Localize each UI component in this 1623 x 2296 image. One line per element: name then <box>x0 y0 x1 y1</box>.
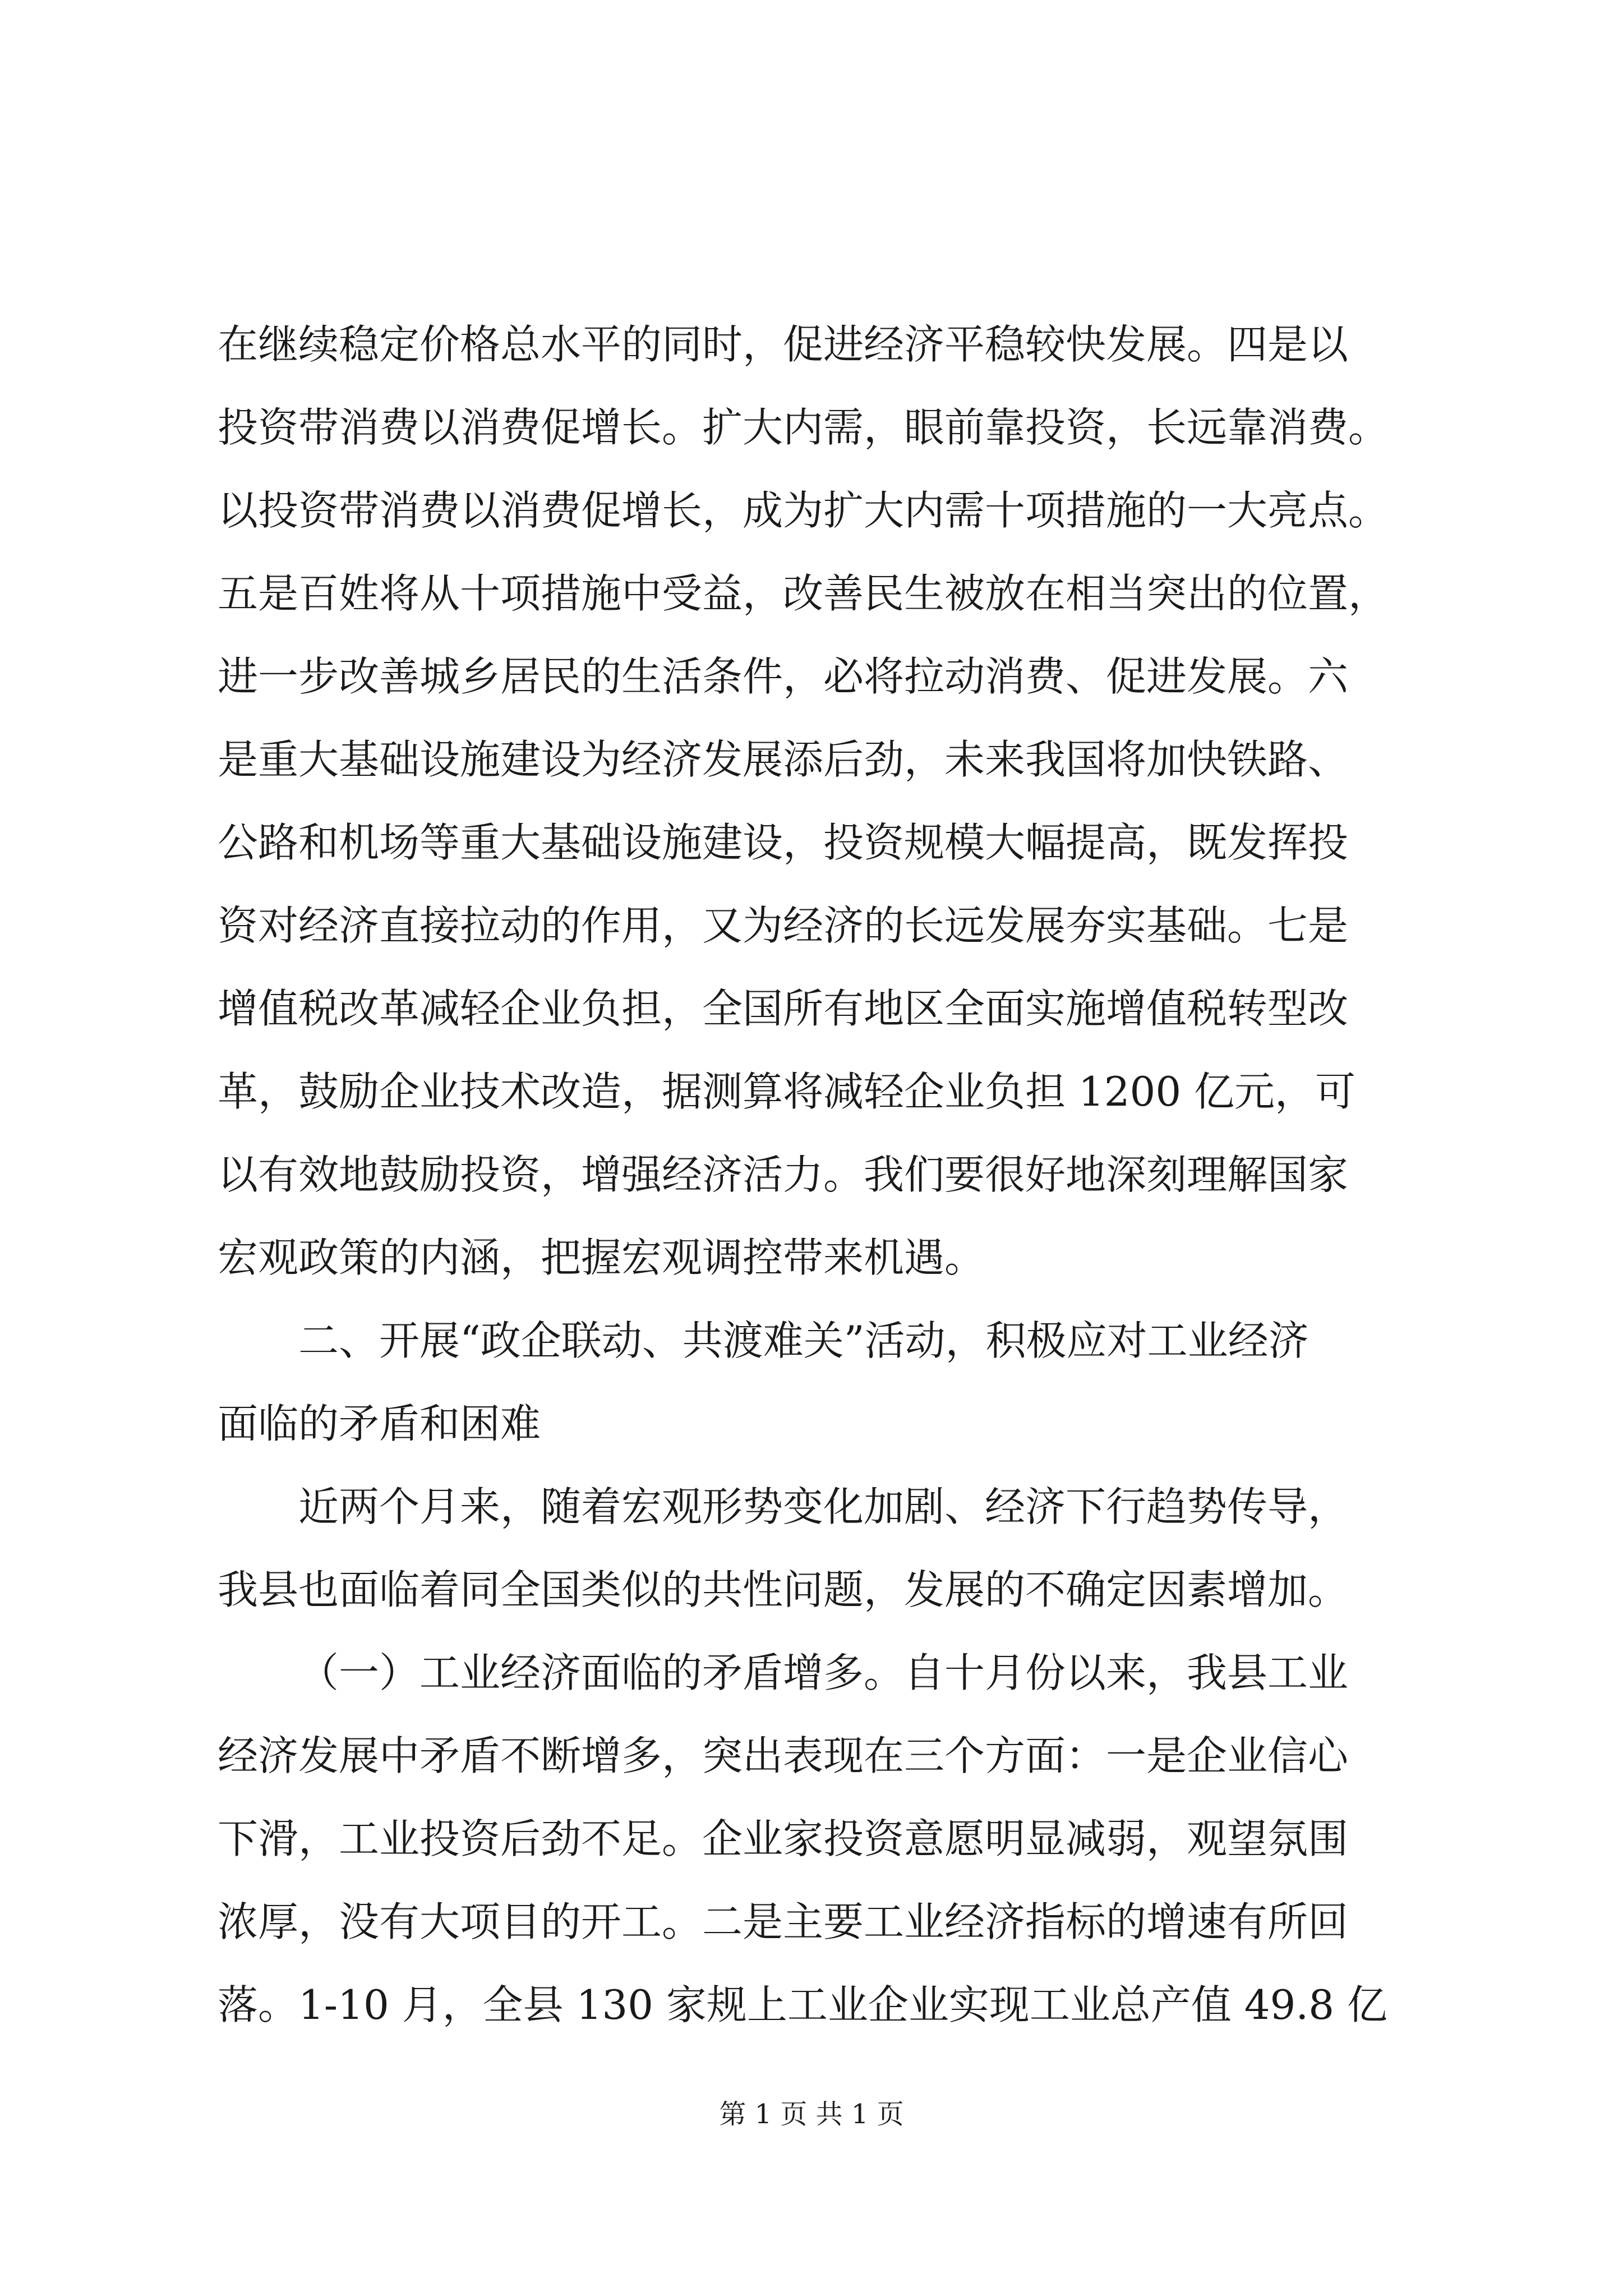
text-line: 落。1-10 月，全县 130 家规上工业企业实现工业总产值 49.8 亿 <box>218 1981 1387 2028</box>
paragraph-start-line: （一）工业经济面临的矛盾增多。自十月份以来，我县工业 <box>298 1649 1349 1696</box>
text-line: 增值税改革减轻企业负担，全国所有地区全面实施增值税转型改 <box>218 985 1349 1032</box>
text-line: 下滑，工业投资后劲不足。企业家投资意愿明显减弱，观望氛围 <box>218 1815 1349 1862</box>
text-line: 宏观政策的内涵，把握宏观调控带来机遇。 <box>218 1234 985 1281</box>
document-body <box>218 303 1418 2046</box>
text-line: 五是百姓将从十项措施中受益，改善民生被放在相当突出的位置， <box>218 570 1389 617</box>
text-line: 在继续稳定价格总水平的同时，促进经济平稳较快发展。四是以 <box>218 321 1349 368</box>
paragraph-start-line: 近两个月来，随着宏观形势变化加剧、经济下行趋势传导， <box>298 1483 1349 1530</box>
text-line: 公路和机场等重大基础设施建设，投资规模大幅提高，既发挥投 <box>218 819 1349 866</box>
text-line: 以投资带消费以消费促增长，成为扩大内需十项措施的一大亮点。 <box>218 487 1389 534</box>
text-line: 浓厚，没有大项目的开工。二是主要工业经济指标的增速有所回 <box>218 1898 1349 1945</box>
text-line: 进一步改善城乡居民的生活条件，必将拉动消费、促进发展。六 <box>218 653 1349 700</box>
page-number-label: 第 1 页 共 1 页 <box>719 2099 904 2130</box>
text-line: 是重大基础设施建设为经济发展添后劲，未来我国将加快铁路、 <box>218 736 1349 783</box>
text-line: 经济发展中矛盾不断增多，突出表现在三个方面：一是企业信心 <box>218 1732 1349 1779</box>
text-line: 以有效地鼓励投资，增强经济活力。我们要很好地深刻理解国家 <box>218 1151 1349 1198</box>
section-heading-line: 二、开展“政企联动、共渡难关”活动，积极应对工业经济 <box>298 1317 1309 1364</box>
text-line: 革，鼓励企业技术改造，据测算将减轻企业负担 1200 亿元，可 <box>218 1068 1356 1115</box>
section-heading-line: 面临的矛盾和困难 <box>218 1400 541 1447</box>
text-line: 我县也面临着同全国类似的共性问题，发展的不确定因素增加。 <box>218 1566 1349 1613</box>
text-line: 投资带消费以消费促增长。扩大内需，眼前靠投资，长远靠消费。 <box>218 404 1389 451</box>
text-line: 资对经济直接拉动的作用，又为经济的长远发展夯实基础。七是 <box>218 902 1349 949</box>
page-footer <box>0 2092 1623 2131</box>
